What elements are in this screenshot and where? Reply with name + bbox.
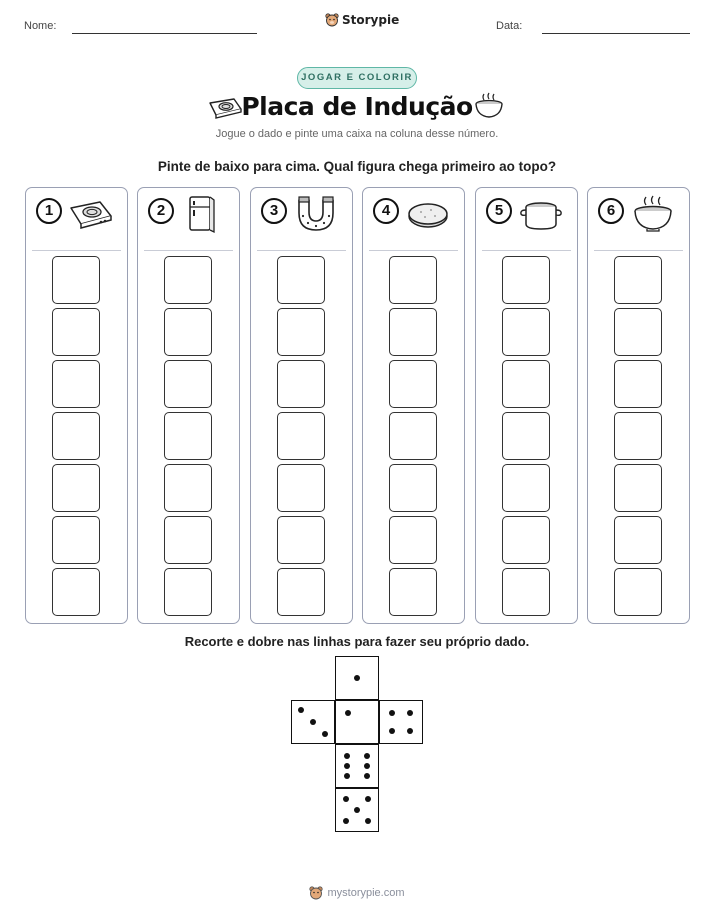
die-pip bbox=[343, 796, 349, 802]
coloring-box[interactable] bbox=[389, 308, 437, 356]
die-pip bbox=[407, 728, 413, 734]
coloring-box[interactable] bbox=[389, 412, 437, 460]
induction-cooktop-icon bbox=[68, 194, 114, 234]
coloring-box[interactable] bbox=[52, 516, 100, 564]
die-pip bbox=[364, 763, 370, 769]
die-face-back bbox=[335, 788, 379, 832]
coloring-box[interactable] bbox=[389, 256, 437, 304]
coloring-box[interactable] bbox=[164, 360, 212, 408]
coloring-box[interactable] bbox=[52, 568, 100, 616]
coloring-box[interactable] bbox=[52, 360, 100, 408]
die-pip bbox=[310, 719, 316, 725]
coloring-box[interactable] bbox=[502, 568, 550, 616]
coloring-box[interactable] bbox=[614, 412, 662, 460]
coloring-box[interactable] bbox=[614, 516, 662, 564]
column-divider bbox=[594, 250, 683, 251]
die-face-center bbox=[335, 700, 379, 744]
die-pip bbox=[343, 818, 349, 824]
coloring-box[interactable] bbox=[614, 464, 662, 512]
die-pip bbox=[365, 818, 371, 824]
footer-url: mystorypie.com bbox=[327, 887, 405, 899]
die-pip bbox=[344, 763, 350, 769]
brand-name: Storypie bbox=[342, 13, 400, 27]
column-3 bbox=[250, 187, 353, 624]
coloring-box[interactable] bbox=[502, 308, 550, 356]
die-pip bbox=[407, 710, 413, 716]
die-pip bbox=[354, 807, 360, 813]
worksheet-header bbox=[0, 0, 714, 40]
coloring-box[interactable] bbox=[389, 464, 437, 512]
bear-logo-icon bbox=[325, 13, 339, 27]
die-pip bbox=[322, 731, 328, 737]
coloring-box[interactable] bbox=[277, 568, 325, 616]
column-5 bbox=[475, 187, 578, 624]
coloring-box[interactable] bbox=[614, 308, 662, 356]
date-label: Data: bbox=[496, 20, 523, 32]
coloring-box[interactable] bbox=[164, 516, 212, 564]
coloring-box[interactable] bbox=[277, 256, 325, 304]
footer bbox=[0, 886, 714, 900]
die-pip bbox=[365, 796, 371, 802]
page-title: Placa de Indução bbox=[241, 92, 473, 121]
die-pip bbox=[354, 675, 360, 681]
column-6 bbox=[587, 187, 690, 624]
die-face-bottom bbox=[335, 744, 379, 788]
coloring-box[interactable] bbox=[277, 360, 325, 408]
die-pip bbox=[389, 710, 395, 716]
column-2 bbox=[137, 187, 240, 624]
die-pip bbox=[364, 773, 370, 779]
column-number: 6 bbox=[598, 198, 624, 224]
column-divider bbox=[369, 250, 458, 251]
coloring-box[interactable] bbox=[502, 360, 550, 408]
column-number: 1 bbox=[36, 198, 62, 224]
die-pip bbox=[345, 710, 351, 716]
coloring-box[interactable] bbox=[502, 464, 550, 512]
coloring-box[interactable] bbox=[277, 412, 325, 460]
column-number: 5 bbox=[486, 198, 512, 224]
coloring-box[interactable] bbox=[52, 308, 100, 356]
coloring-box[interactable] bbox=[389, 516, 437, 564]
column-divider bbox=[257, 250, 346, 251]
coloring-box[interactable] bbox=[164, 308, 212, 356]
column-divider bbox=[144, 250, 233, 251]
coloring-box[interactable] bbox=[502, 516, 550, 564]
coloring-box[interactable] bbox=[614, 568, 662, 616]
die-pip bbox=[364, 753, 370, 759]
die-face-right bbox=[379, 700, 423, 744]
coloring-box[interactable] bbox=[164, 568, 212, 616]
die-face-top bbox=[335, 656, 379, 700]
column-divider bbox=[32, 250, 121, 251]
column-1 bbox=[25, 187, 128, 624]
die-pip bbox=[389, 728, 395, 734]
horseshoe-magnet-icon bbox=[293, 194, 339, 234]
pancake-icon bbox=[405, 194, 451, 234]
column-number: 4 bbox=[373, 198, 399, 224]
coloring-box[interactable] bbox=[52, 256, 100, 304]
column-4 bbox=[362, 187, 465, 624]
soup-bowl-icon bbox=[474, 92, 504, 120]
coloring-box[interactable] bbox=[164, 256, 212, 304]
coloring-box[interactable] bbox=[164, 464, 212, 512]
coloring-box[interactable] bbox=[614, 360, 662, 408]
date-field-line[interactable] bbox=[542, 33, 690, 34]
bear-logo-icon bbox=[309, 886, 323, 900]
column-number: 2 bbox=[148, 198, 174, 224]
coloring-box[interactable] bbox=[389, 360, 437, 408]
refrigerator-icon bbox=[180, 194, 226, 234]
coloring-box[interactable] bbox=[52, 412, 100, 460]
die-face-left bbox=[291, 700, 335, 744]
coloring-box[interactable] bbox=[52, 464, 100, 512]
coloring-box[interactable] bbox=[164, 412, 212, 460]
coloring-box[interactable] bbox=[277, 308, 325, 356]
coloring-box[interactable] bbox=[502, 412, 550, 460]
column-divider bbox=[482, 250, 571, 251]
cooking-pot-icon bbox=[518, 194, 564, 234]
die-pip bbox=[344, 773, 350, 779]
coloring-box[interactable] bbox=[277, 464, 325, 512]
brand-logo bbox=[325, 13, 399, 27]
die-pip bbox=[344, 753, 350, 759]
coloring-box[interactable] bbox=[502, 256, 550, 304]
dice-instruction: Recorte e dobre nas linhas para fazer seu próprio dado. bbox=[184, 634, 530, 649]
die-pip bbox=[298, 707, 304, 713]
subtitle: Jogue o dado e pinte uma caixa na coluna desse número. bbox=[215, 128, 499, 140]
column-number: 3 bbox=[261, 198, 287, 224]
name-label: Nome: bbox=[24, 20, 57, 32]
name-field-line[interactable] bbox=[72, 33, 257, 34]
soup-bowl-icon bbox=[630, 194, 676, 234]
coloring-box[interactable] bbox=[614, 256, 662, 304]
coloring-box[interactable] bbox=[277, 516, 325, 564]
instruction-text: Pinte de baixo para cima. Qual figura chega primeiro ao topo? bbox=[157, 159, 557, 174]
coloring-box[interactable] bbox=[389, 568, 437, 616]
activity-badge: JOGAR E COLORIR bbox=[297, 67, 417, 89]
